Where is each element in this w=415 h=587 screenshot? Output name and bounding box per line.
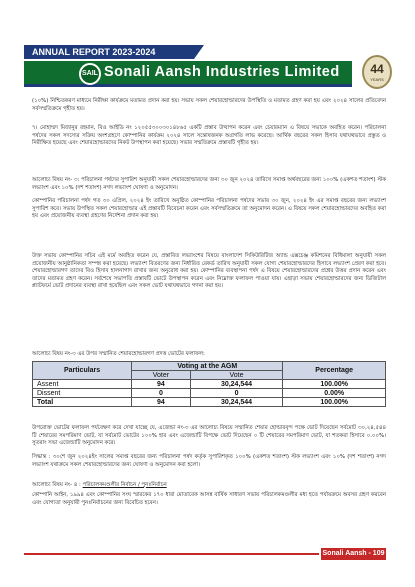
row-voter: 94 xyxy=(132,398,191,407)
row-label: Assent xyxy=(33,380,132,389)
paragraph-7: উপরোক্ত ভোটের ফলাফল পর্যবেক্ষণ করে দেখা যাচ্ছে যে, এজেন্ডা নং-৩ এর আলোচ্য বিষয়ে সম্মানিত শেয়ার হোল্ডারবৃন্দ পক্ষে ভোট দিয়েছেন সর্বমোট ৩০,২৪,৫৪৪ টি শেয়ারের সমপরিমাণ ভোট, যা সর্বমোট ভোটের ১০০% হার এবং এজেন্ডাটি বিপক্ষে ভোট দিয়েছেন ০ টি শেয়ারের সমপরিমাণ ভোট, যা শতকরা হিসাবে ০.০০%। সুতরাং সভা এজেন্ডাটি অনুমোদন করে। xyxy=(32,425,386,447)
subheader-vote: Vote xyxy=(190,371,283,380)
agenda-4-title: পরিচালকমণ্ডলীর নির্বাচন / পুনঃনির্বাচন xyxy=(82,482,167,488)
footer-rule xyxy=(24,553,319,555)
company-logo: SAIL xyxy=(79,63,101,85)
anniversary-number: 44 xyxy=(370,62,384,76)
report-title-tag: ANNUAL REPORT 2023-2024 xyxy=(24,45,194,59)
header-percentage: Percentage xyxy=(283,362,386,380)
paragraph-4: কোম্পানির পরিচালনা পর্ষদ গত ৩০ এপ্রিল, ২০২৪ ইং তারিখে অনুষ্ঠিত কোম্পানির পরিচালনা পর্ষদের সভায় ৩০ জুন, ২০২৪ ইং এর সমাপ্ত বছরের জন্য লভ্যাংশ সুপারিশ করে। সভায় উপস্থিত সকল শেয়ারহোল্ডার এই প্রস্তাবটি বিবেচনা করেন এবং সর্বসম্মতিক্রমে তা অনুমোদন করেন। এ বিষয়ে সকল শেয়ারহোল্ডারদের অবহিত করা হয় এবং প্রয়োজনীয় ব্যবস্থা গ্রহণের নির্দেশনা প্রদান করা হয়। xyxy=(32,198,386,220)
row-percentage: 0.00% xyxy=(283,389,386,398)
header-particulars: Particulars xyxy=(33,362,132,380)
table-row-total xyxy=(33,398,386,407)
header-voting: Voting at the AGM xyxy=(132,362,283,371)
paragraph-8: সিদ্ধান্ত : ৩০শে জুন ২০২৪ইং সালের সমাপ্ত বছরের জন্য পরিচালনা পর্ষদ কর্তৃক সুপারিশকৃত ১০০% (একশত শতাংশ) স্টক লভ্যাংশ এবং ১০% (দশ শতাংশ) নগদ লভ্যাংশ যথাক্রমে সকল শেয়ারহোল্ডারদের জন্য ঘোষণা ও অনুমোদন করা হলো। xyxy=(32,454,386,468)
subheader-voter: Voter xyxy=(132,371,191,380)
agenda-4-label: আলোচ্য বিষয় নং- ৪ : xyxy=(32,482,81,488)
table-row xyxy=(33,380,386,389)
table-caption: আলোচ্য বিষয় নং-৩ এর উপর সম্মানিত শেয়ারহোল্ডারগণ প্রদত্ত ভোটের ফলাফল: xyxy=(32,351,205,357)
agenda-4-heading xyxy=(32,482,386,490)
row-percentage: 100.00% xyxy=(283,398,386,407)
paragraph-3: আলোচ্য বিষয় নং- ৩: পরিচালনা পর্ষদের সুপারিশ অনুযায়ী সকল শেয়ারহোল্ডারদের জন্য ৩০ জুন ২০২৪ তারিখে সমাপ্ত অর্থবছরের জন্য ১০০% (একশত শতাংশ) স্টক লভ্যাংশ এবং ১০% (দশ শতাংশ) নগদ লভ্যাংশ ঘোষণা ও অনুমোদন। xyxy=(32,177,386,191)
row-percentage: 100.00% xyxy=(283,380,386,389)
anniversary-seal xyxy=(362,55,392,89)
row-vote: 30,24,544 xyxy=(190,380,283,389)
anniversary-label: YEARS xyxy=(370,77,384,82)
paragraph-1: (১০%) নিশ্চিতকরণ মাধ্যমে নিরীক্ষা কার্যক্রমে মতামত প্রদান করা হয়। সভায় সকল শেয়ারহোল্ডারদের উপস্থিতি ও মতামত গ্রহণ করা হয় এবং ২০২৪ সালের প্রতিবেদন সর্বসম্মতিক্রমে গৃহীত হয়। xyxy=(32,98,386,112)
table-row xyxy=(33,389,386,398)
voting-table xyxy=(32,361,386,407)
company-name: Sonali Aansh Industries Limited xyxy=(104,64,340,80)
page-label: Sonali Aansh - 109 xyxy=(321,548,386,560)
row-label: Dissent xyxy=(33,389,132,398)
row-vote: 30,24,544 xyxy=(190,398,283,407)
row-label: Total xyxy=(33,398,132,407)
paragraph-5: উক্ত সভায় কোম্পানির সচিব এই মর্মে অবহিত করেন যে, প্রস্তাবিত লভ্যাংশের বিষয়ে বাংলাদেশ সিকিউরিটিজ অ্যান্ড এক্সচেঞ্জ কমিশনের বিধিমালা অনুযায়ী সকল প্রয়োজনীয় আনুষ্ঠানিকতা সম্পন্ন করা হয়েছে। লভ্যাংশ বিতরণের জন্য নির্ধারিত রেকর্ড তারিখ অনুযায়ী সকল যোগ্য শেয়ারহোল্ডারদের হিসাবে লভ্যাংশ প্রেরণ করা হবে। শেয়ারহোল্ডারগণ তাদের বিও হিসাব হালনাগাদ রাখার জন্য অনুরোধ করা হয়। কোম্পানির ব্যবস্থাপনা পর্ষদ এ বিষয়ে শেয়ারহোল্ডারদের প্রশ্নের উত্তর প্রদান করেন এবং তাদের মতামত গ্রহণ করেন। সর্বশেষে সভাপতি প্রস্তাবটি ভোটে উপস্থাপন করেন এবং নিম্নোক্ত ফলাফল পাওয়া যায়। এছাড়া সভায় শেয়ারহোল্ডারদের জন্য ডিজিটাল প্ল্যাটফর্মে ভোট প্রদানের ব্যবস্থা রাখা হয়েছিল এবং সকল ভোট যথাযথভাবে গণনা করা হয়। xyxy=(32,253,386,290)
row-voter: 0 xyxy=(132,389,191,398)
row-voter: 94 xyxy=(132,380,191,389)
paragraph-2: ৭। মোহাম্মদ মিজানুর রহমান, বিও আইডি নং ১২০৫৫৩০০৩০১৪৮৬৫ একটি প্রস্তাব উত্থাপন করেন এবং চেয়ারম্যান এ বিষয়ে সভাকে অবহিত করেন। পরিচালনা পর্ষদের সকল সদস্যের সক্রিয় অংশগ্রহণে কোম্পানির কার্যক্রম ২০২৪ সালে সন্তোষজনক অগ্রগতি লাভ করেছে। আর্থিক বছরের সকল হিসাব যথাযথভাবে প্রস্তুত ও নিরীক্ষিত হয়েছে এবং শেয়ারহোল্ডারদের নিকট উপস্থাপন করা হয়েছে। সভার সম্মতিক্রমে প্রস্তাবটি গৃহীত হয়। xyxy=(32,125,386,147)
row-vote: 0 xyxy=(190,389,283,398)
paragraph-10: কোম্পানি আইন, ১৯৯৪ এবং কোম্পানির সংঘ স্মারকের ১৭০ ধারা মোতাবেক আসন্ন বার্ষিক সাধারণ সভায় পরিচালকমণ্ডলীর মধ্য হতে পর্যায়ক্রমে অবসর গ্রহণ করবেন এবং যোগ্যতা অনুযায়ী পুনঃনির্বাচনের জন্য বিবেচিত হবেন। xyxy=(32,492,386,506)
